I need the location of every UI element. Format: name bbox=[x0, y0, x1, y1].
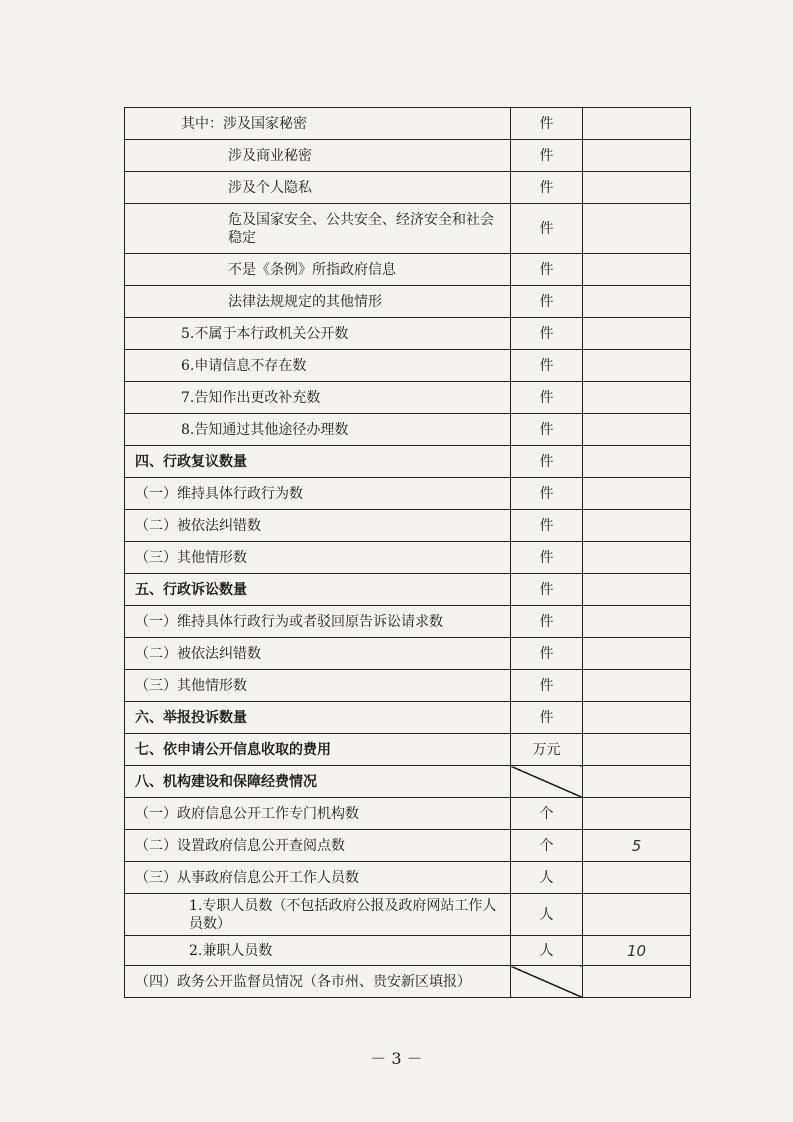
table-row bbox=[125, 766, 691, 798]
row-label: 五、行政诉讼数量 bbox=[125, 574, 511, 606]
table-row bbox=[125, 966, 691, 998]
row-unit: 件 bbox=[511, 286, 583, 318]
row-unit: 件 bbox=[511, 446, 583, 478]
row-value bbox=[583, 798, 691, 830]
table-row bbox=[125, 350, 691, 382]
row-unit: 人 bbox=[511, 862, 583, 894]
row-unit: 件 bbox=[511, 382, 583, 414]
table-row bbox=[125, 670, 691, 702]
row-unit: 人 bbox=[511, 936, 583, 966]
row-value bbox=[583, 446, 691, 478]
row-value bbox=[583, 172, 691, 204]
row-value bbox=[583, 542, 691, 574]
row-unit-slash bbox=[511, 966, 583, 998]
row-value bbox=[583, 414, 691, 446]
table-row bbox=[125, 830, 691, 862]
table-row bbox=[125, 702, 691, 734]
row-unit: 件 bbox=[511, 140, 583, 172]
row-unit: 万元 bbox=[511, 734, 583, 766]
row-value bbox=[583, 702, 691, 734]
row-unit-slash bbox=[511, 766, 583, 798]
table-row bbox=[125, 172, 691, 204]
row-label: 7.告知作出更改补充数 bbox=[125, 382, 511, 414]
row-unit: 人 bbox=[511, 894, 583, 936]
row-label: （二）被依法纠错数 bbox=[125, 638, 511, 670]
row-value bbox=[583, 286, 691, 318]
row-unit: 件 bbox=[511, 172, 583, 204]
row-value bbox=[583, 108, 691, 140]
row-unit: 件 bbox=[511, 702, 583, 734]
row-value bbox=[583, 510, 691, 542]
row-unit: 件 bbox=[511, 254, 583, 286]
row-label: （一）政府信息公开工作专门机构数 bbox=[125, 798, 511, 830]
table-row bbox=[125, 254, 691, 286]
row-label: （三）其他情形数 bbox=[125, 670, 511, 702]
row-unit: 件 bbox=[511, 108, 583, 140]
row-unit: 件 bbox=[511, 318, 583, 350]
row-unit: 件 bbox=[511, 414, 583, 446]
row-label: 危及国家安全、公共安全、经济安全和社会稳定 bbox=[125, 204, 511, 254]
row-unit: 个 bbox=[511, 830, 583, 862]
table-row bbox=[125, 638, 691, 670]
table-row bbox=[125, 936, 691, 966]
row-label: 法律法规规定的其他情形 bbox=[125, 286, 511, 318]
table-row bbox=[125, 318, 691, 350]
table-row bbox=[125, 510, 691, 542]
row-value: 10 bbox=[583, 936, 691, 966]
row-unit: 件 bbox=[511, 204, 583, 254]
table-row bbox=[125, 108, 691, 140]
row-label: （一）维持具体行政行为或者驳回原告诉讼请求数 bbox=[125, 606, 511, 638]
row-label: 2.兼职人员数 bbox=[125, 936, 511, 966]
table-row bbox=[125, 734, 691, 766]
table-row bbox=[125, 894, 691, 936]
row-label: （三）从事政府信息公开工作人员数 bbox=[125, 862, 511, 894]
row-value bbox=[583, 894, 691, 936]
row-value bbox=[583, 606, 691, 638]
row-label: 8.告知通过其他途径办理数 bbox=[125, 414, 511, 446]
row-value bbox=[583, 478, 691, 510]
table-row bbox=[125, 606, 691, 638]
row-value bbox=[583, 670, 691, 702]
row-value bbox=[583, 638, 691, 670]
row-label: 涉及商业秘密 bbox=[125, 140, 511, 172]
row-label: 四、行政复议数量 bbox=[125, 446, 511, 478]
row-label: 八、机构建设和保障经费情况 bbox=[125, 766, 511, 798]
row-label: 5.不属于本行政机关公开数 bbox=[125, 318, 511, 350]
row-value bbox=[583, 766, 691, 798]
row-label: 七、依申请公开信息收取的费用 bbox=[125, 734, 511, 766]
table-row bbox=[125, 140, 691, 172]
table-row bbox=[125, 414, 691, 446]
statistics-table bbox=[124, 107, 691, 998]
row-unit: 件 bbox=[511, 350, 583, 382]
row-value bbox=[583, 140, 691, 172]
row-label: 其中：涉及国家秘密 bbox=[125, 108, 511, 140]
row-unit: 件 bbox=[511, 510, 583, 542]
row-value bbox=[583, 966, 691, 998]
table-row bbox=[125, 204, 691, 254]
row-value bbox=[583, 204, 691, 254]
table-row bbox=[125, 382, 691, 414]
row-label: （三）其他情形数 bbox=[125, 542, 511, 574]
row-label: （四）政务公开监督员情况（各市州、贵安新区填报） bbox=[125, 966, 511, 998]
row-label: （一）维持具体行政行为数 bbox=[125, 478, 511, 510]
table-row bbox=[125, 862, 691, 894]
row-unit: 件 bbox=[511, 606, 583, 638]
table-row bbox=[125, 446, 691, 478]
row-unit: 个 bbox=[511, 798, 583, 830]
row-value bbox=[583, 350, 691, 382]
table-row bbox=[125, 286, 691, 318]
row-value bbox=[583, 862, 691, 894]
row-value bbox=[583, 734, 691, 766]
row-unit: 件 bbox=[511, 542, 583, 574]
page-number: － 3 － bbox=[370, 1049, 423, 1068]
table-row bbox=[125, 798, 691, 830]
table-row bbox=[125, 542, 691, 574]
row-value bbox=[583, 318, 691, 350]
row-label: 不是《条例》所指政府信息 bbox=[125, 254, 511, 286]
row-label: 六、举报投诉数量 bbox=[125, 702, 511, 734]
row-unit: 件 bbox=[511, 478, 583, 510]
row-label: 涉及个人隐私 bbox=[125, 172, 511, 204]
table-row bbox=[125, 574, 691, 606]
row-label: 1.专职人员数（不包括政府公报及政府网站工作人员数） bbox=[125, 894, 511, 936]
row-unit: 件 bbox=[511, 670, 583, 702]
row-value bbox=[583, 254, 691, 286]
row-value: 5 bbox=[583, 830, 691, 862]
row-label: （二）被依法纠错数 bbox=[125, 510, 511, 542]
row-value bbox=[583, 574, 691, 606]
table-row bbox=[125, 478, 691, 510]
row-unit: 件 bbox=[511, 574, 583, 606]
row-value bbox=[583, 382, 691, 414]
row-unit: 件 bbox=[511, 638, 583, 670]
row-label: 6.申请信息不存在数 bbox=[125, 350, 511, 382]
row-label: （二）设置政府信息公开查阅点数 bbox=[125, 830, 511, 862]
